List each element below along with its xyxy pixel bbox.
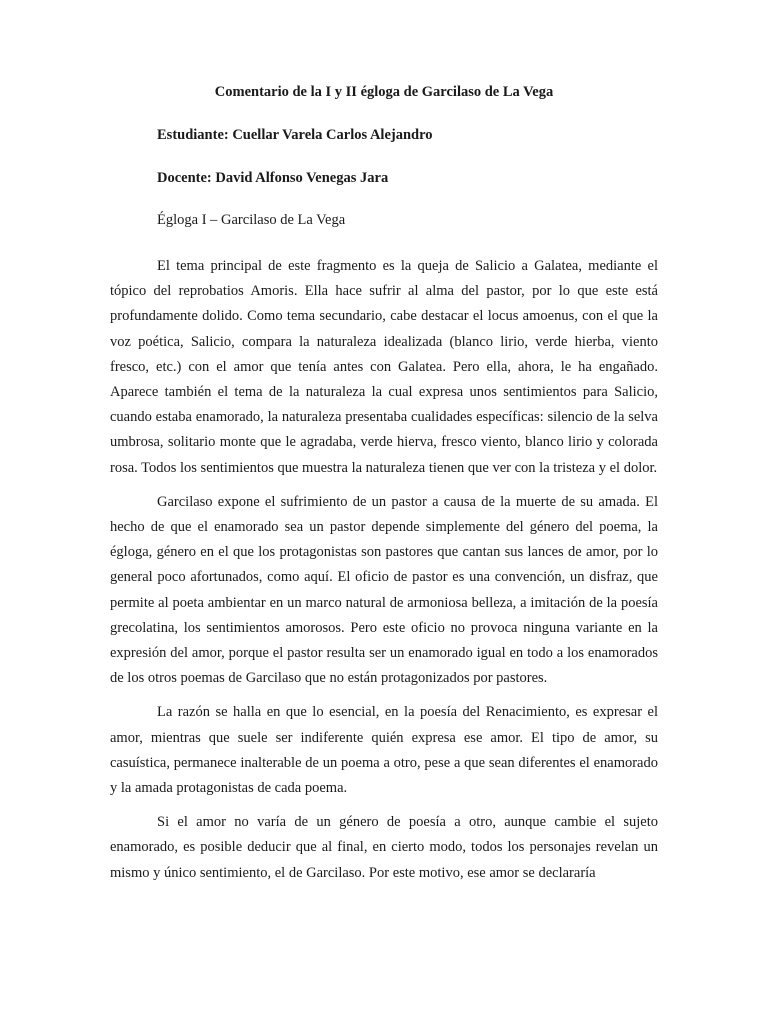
- paragraph-2: Garcilaso expone el sufrimiento de un pastor a causa de la muerte de su amada. El hecho de que el enamorado sea un pastor depende simplemente del género del poema, la égloga, género en el que los protagonistas son pastores que cantan sus lances de amor, por lo general poco afortunados, como aquí. El oficio de pastor es una convención, un disfraz, que permite al poeta ambientar en un marco natural de armoniosa belleza, a imitación de la poesía grecolatina, los sentimientos amorosos. Pero este oficio no provoca ninguna variante en la expresión del amor, porque el pastor resulta ser un enamorado igual en todo a los enamorados de los otros poemas de Garcilaso que no están protagonizados por pastores.: [110, 493, 658, 687]
- paragraph-3: La razón se halla en que lo esencial, en la poesía del Renacimiento, es expresar el amor, mientras que suele ser indiferente quién expresa ese amor. El tipo de amor, su casuística, permanece inalterable de un poema a otro, pese a que sean diferentes el enamorado y la amada protagonistas de cada poema.: [110, 704, 658, 797]
- document-title: Comentario de la I y II égloga de Garcilaso de La Vega: [214, 84, 554, 100]
- teacher-line: Docente: David Alfonso Venegas Jara: [157, 170, 389, 186]
- paragraph-1: El tema principal de este fragmento es la queja de Salicio a Galatea, mediante el tópico del reprobatios Amoris. Ella hace sufrir al alma del pastor, por lo que este está profundamente dolido. Como tema secundario, cabe destacar el locus amoenus, con el que la voz poética, Salicio, compara la naturaleza idealizada (blanco lirio, verde hierba, viento fresco, etc.) con el amor que tenía antes con Galatea. Pero ella, ahora, le ha engañado. Aparece también el tema de la naturaleza la cual expresa unos sentimientos para Salicio, cuando estaba enamorado, la naturaleza presentaba cualidades específicas: silencio de la selva umbrosa, solitario monte que le agradaba, verde hierva, fresco viento, blanco lirio y colorada rosa. Todos los sentimientos que muestra la naturaleza tienen que ver con la tristeza y el dolor.: [110, 258, 658, 476]
- student-line: Estudiante: Cuellar Varela Carlos Alejandro: [157, 127, 433, 143]
- paragraph-4: Si el amor no varía de un género de poesía a otro, aunque cambie el sujeto enamorado, es posible deducir que al final, en cierto modo, todos los personajes revelan un mismo y único sentimiento, el de Garcilaso. Por este motivo, ese amor se declararía: [110, 814, 658, 881]
- document-body: [110, 254, 658, 895]
- section-heading: Égloga I – Garcilaso de La Vega: [157, 212, 346, 228]
